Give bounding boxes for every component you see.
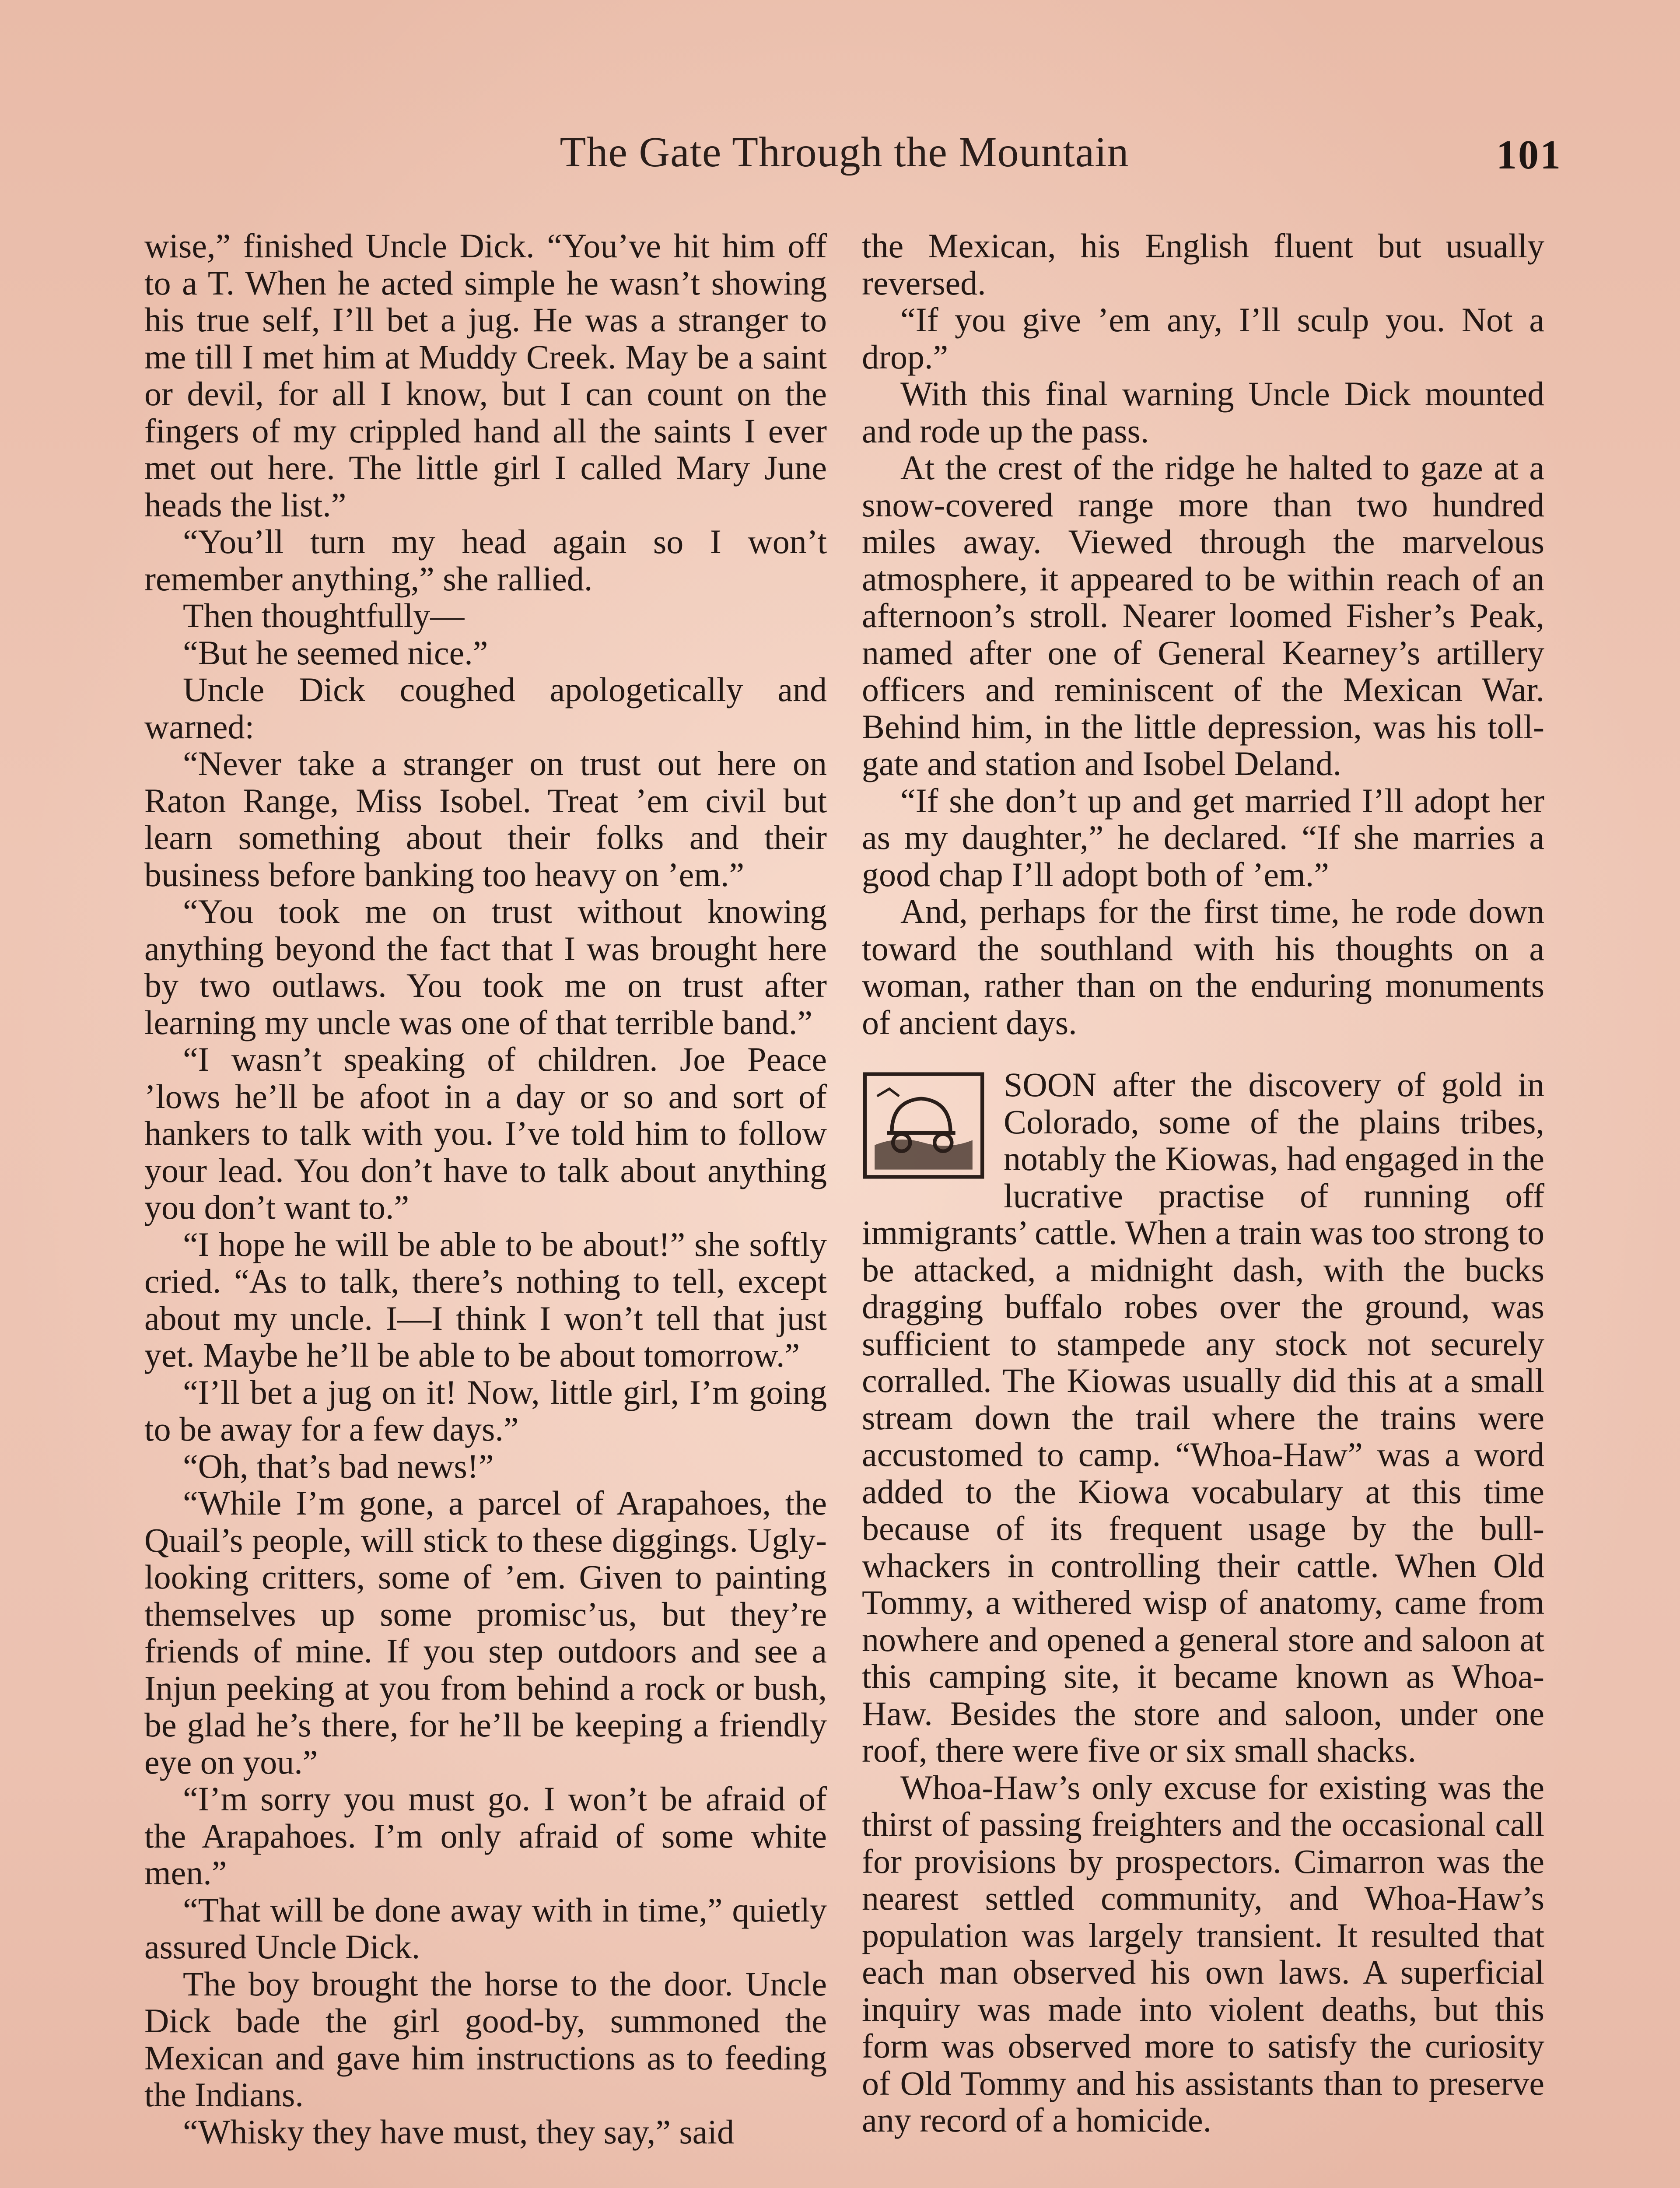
paragraph: “Whisky they have must, they say,” said bbox=[183, 2112, 734, 2151]
paragraph: “Never take a stranger on trust out here on Raton Range, Miss Isobel. Treat ’em civil but learn something about their folks and their business before banking too heavy on ’em.” bbox=[144, 744, 827, 894]
paragraph: With this final warning Uncle Dick mounted and rode up the pass. bbox=[862, 375, 1544, 450]
paragraph: wise,” finished Uncle Dick. “You’ve hit him off to a T. When he acted simple he wasn’t showing his true self, I’ll bet a jug. He was a stranger to me till I met him at Muddy Creek. May be a saint or devil, for all I know, but I can count on the fingers of my crippled hand all the saints I ever met out here. The little girl I called Mary June heads the list.” bbox=[144, 227, 827, 524]
paragraph: the Mexican, his English fluent but usually reversed. bbox=[862, 227, 1544, 302]
paragraph: “I wasn’t speaking of children. Joe Peace ’lows he’ll be afoot in a day or so and sort of hankers to talk with you. I’ve told him to follow your lead. You don’t have to talk about anything you don’t want to.” bbox=[144, 1040, 827, 1226]
paragraph: Uncle Dick coughed apologetically and warned: bbox=[144, 670, 827, 746]
wagon-vignette-icon bbox=[862, 1072, 993, 1186]
paragraph: “If she don’t up and get married I’ll adopt her as my daughter,” he declared. “If she marries a good chap I’ll adopt both of ’em.” bbox=[862, 781, 1544, 894]
paragraph: “I’ll bet a jug on it! Now, little girl, I’m going to be away for a few days.” bbox=[144, 1373, 827, 1448]
paragraph: “That will be done away with in time,” quietly assured Uncle Dick. bbox=[144, 1890, 827, 1966]
section-break bbox=[862, 1041, 1544, 1066]
paragraph: “I hope he will be able to be about!” she softly cried. “As to talk, there’s nothing to tell, except about my uncle. I—I think I won’t tell that just yet. Maybe he’ll be able to be about tomorrow.” bbox=[144, 1225, 827, 1374]
running-head: The Gate Through the Mountain bbox=[560, 129, 1129, 176]
paragraph: “Oh, that’s bad news!” bbox=[183, 1447, 494, 1485]
paragraph: And, perhaps for the first time, he rode down toward the southland with his thoughts on a woman, rather than on the enduring monuments of ancient days. bbox=[862, 892, 1544, 1041]
opening-word: SOON bbox=[1004, 1066, 1097, 1104]
paragraph: “You took me on trust without knowing anything beyond the fact that I was brought here by two outlaws. You took me on trust after learning my uncle was one of that terrible band.” bbox=[144, 892, 827, 1041]
right-column bbox=[862, 228, 1544, 2139]
paragraph: “If you give ’em any, I’ll sculp you. Not a drop.” bbox=[862, 301, 1544, 376]
page-number: 101 bbox=[1496, 132, 1562, 178]
paragraph: At the crest of the ridge he halted to gaze at a snow-covered range more than two hundred miles away. Viewed through the marvelous atmosphere, it appeared to be within reach of an afternoon’s stroll. Nearer loomed Fisher’s Peak, named after one of General Kearney’s artillery officers and reminiscent of the Mexican War. Behind him, in the little depression, was his toll-gate and station and Isobel Deland. bbox=[862, 449, 1544, 782]
paragraph: The boy brought the horse to the door. Uncle Dick bade the girl good-by, summoned the Mexican and gave him instructions as to feeding the Indians. bbox=[144, 1964, 827, 2114]
opening-text: after the discovery of gold in Colorado, some of the plains tribes, notably the Kiowas, had engaged in the lucrative practise of running off immigrants’ cattle. When a train was too strong to be attacked, a midnight dash, with the bucks dragging buffalo robes over the ground, was sufficient to stampede any stock not securely corralled. The Kiowas usually did this at a small stream down the trail where the trains were accustomed to camp. “Whoa-Haw” was a word added to the Kiowa vocabulary at this time because of its frequent usage by the bull-whackers in controlling their cattle. When Old Tommy, a withered wisp of anatomy, came from nowhere and opened a general store and saloon at this camping site, it became known as Whoa-Haw. Besides the store and saloon, under one roof, there were five or six small shacks. bbox=[862, 1066, 1544, 1769]
left-column bbox=[144, 228, 827, 2150]
paragraph: “But he seemed nice.” bbox=[183, 633, 488, 672]
paragraph: “I’m sorry you must go. I won’t be afraid of the Arapahoes. I’m only afraid of some white men.” bbox=[144, 1780, 827, 1892]
paragraph: “You’ll turn my head again so I won’t remember anything,” she rallied. bbox=[144, 522, 827, 598]
paragraph: Then thoughtfully— bbox=[183, 596, 465, 635]
paragraph: “While I’m gone, a parcel of Arapahoes, the Quail’s people, will stick to these diggings. Ugly-looking critters, some of ’em. Given to painting themselves up some promisc’us, but they’re friends of mine. If you step outdoors and see a Injun peeking at you from behind a rock or bush, be glad he’s there, for he’ll be keeping a friendly eye on you.” bbox=[144, 1484, 827, 1781]
paragraph: Whoa-Haw’s only excuse for existing was the thirst of passing freighters and the occasional call for provisions by prospectors. Cimarron was the nearest settled community, and Whoa-Haw’s population was largely transient. It resulted that each man observed his own laws. A superficial inquiry was made into violent deaths, but this form was observed more to satisfy the curiosity of Old Tommy and his assistants than to preserve any record of a homicide. bbox=[862, 1768, 1544, 2139]
